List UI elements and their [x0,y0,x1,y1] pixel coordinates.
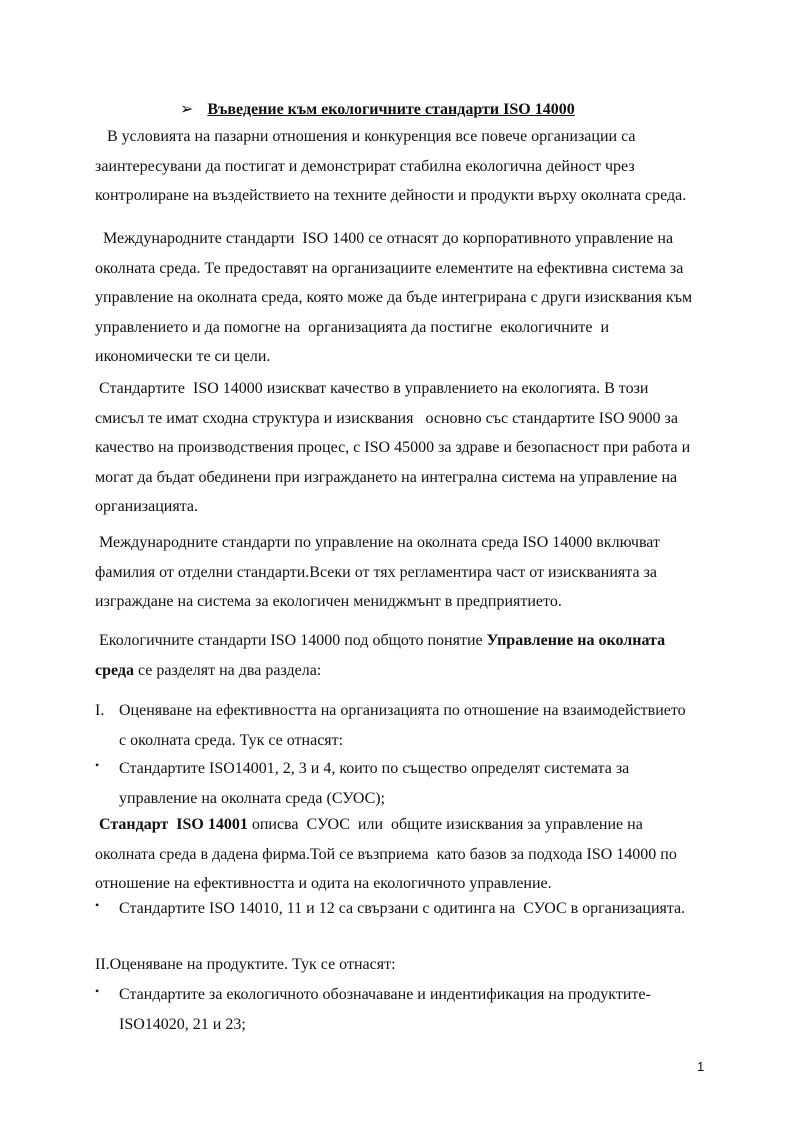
bold-term: среда [95,661,134,679]
arrow-bullet-icon: ➢ [180,101,194,118]
page-number: 1 [697,1059,705,1074]
paragraph-6 [95,810,715,899]
bullet-icon: • [95,898,100,912]
list-line: ISO14020, 21 и 23; [119,1015,246,1033]
paragraph-1 [95,122,715,211]
paragraph-line: икономически те си цели. [95,348,271,366]
bullet-item-1 [95,754,715,813]
paragraph-3 [95,374,715,522]
paragraph-text: се разделят на два раздела: [133,661,322,679]
roman-numeral-marker: I. [95,702,105,719]
bullet-item-3 [95,980,715,1039]
list-line: Стандартите ISO14001, 2, 3 и 4, които по същество определят системата за [119,760,630,777]
list-line: Оценяване на ефективността на организацията по отношение на взаимодействието [119,702,686,719]
paragraph-line: контролиране на въздействието на техните дейности и продукти върху околната среда. [95,187,687,205]
paragraph-line: заинтересувани да постигат и демонстрират стабилна екологична дейност чрез [95,157,635,175]
section-1 [95,696,715,755]
title-text: Въведение към екологичните стандарти ISO 14000 [207,101,575,118]
paragraph-5 [95,626,715,685]
bullet-icon: • [95,984,100,998]
section-heading-text: II.Оценяване на продуктите. Тук се отнасят: [95,956,396,973]
paragraph-line: околната среда в дадена фирма.Той се възприема като базов за подхода ISO 14000 по [95,845,677,863]
paragraph-line: Стандартите ISO 14000 изискват качество в управлението на екологията. В този [95,380,649,397]
paragraph-line: фамилия от отделни стандарти.Всеки от тях регламентира част от изискванията за [95,563,657,581]
paragraph-text: Екологичните стандарти ISO 14000 под общото понятие [95,632,487,649]
paragraph-line: околната среда. Те предоставят на организациите елементите на ефективна система за [95,259,684,277]
paragraph-line: отношение на ефективността и одита на екологичното управление. [95,875,552,893]
paragraph-2 [95,224,715,372]
paragraph-line: изграждане на система за екологичен мениджмънт в предприятието. [95,593,562,611]
paragraph-line: организацията. [95,498,198,516]
paragraph-line: В условията на пазарни отношения и конкуренция все повече организации са [95,128,636,145]
paragraph-line: управление на околната среда, която може да бъде интегрирана с други изисквания към [95,289,693,307]
list-line: с околната среда. Тук се отнасят: [119,731,344,749]
bullet-item-2 [95,894,715,924]
document-title [180,95,575,125]
paragraph-line: Международните стандарти ISO 1400 се отнасят до корпоративното управление на [95,230,674,247]
bullet-icon: • [95,758,100,772]
paragraph-text: описва СУОС или общите изисквания за управление на [247,816,643,833]
paragraph-line: смисъл те имат сходна структура и изисквания основно със стандартите ISO 9000 за [95,409,678,427]
bold-term: Управление на околната [486,632,666,649]
list-line: Стандартите ISO 14010, 11 и 12 са свързани с одитинга на СУОС в организацията. [119,900,686,917]
paragraph-line: управлението и да помогне на организацията да постигне екологичните и [95,318,610,336]
list-line: Стандартите за екологичното обозначаване и индентификация на продуктите- [119,986,651,1003]
paragraph-line: могат да бъдат обединени при изграждането на интегрална система на управление на [95,468,678,486]
bold-term: Стандарт ISO 14001 [95,816,248,833]
paragraph-line: Международните стандарти по управление на околната среда ISO 14000 включват [95,534,660,551]
section-2 [95,950,715,980]
list-line: управление на околната среда (СУОС); [119,789,386,807]
paragraph-4 [95,528,715,617]
paragraph-line: качество на производствения процес, с ISO 45000 за здраве и безопасност при работа и [95,439,691,457]
